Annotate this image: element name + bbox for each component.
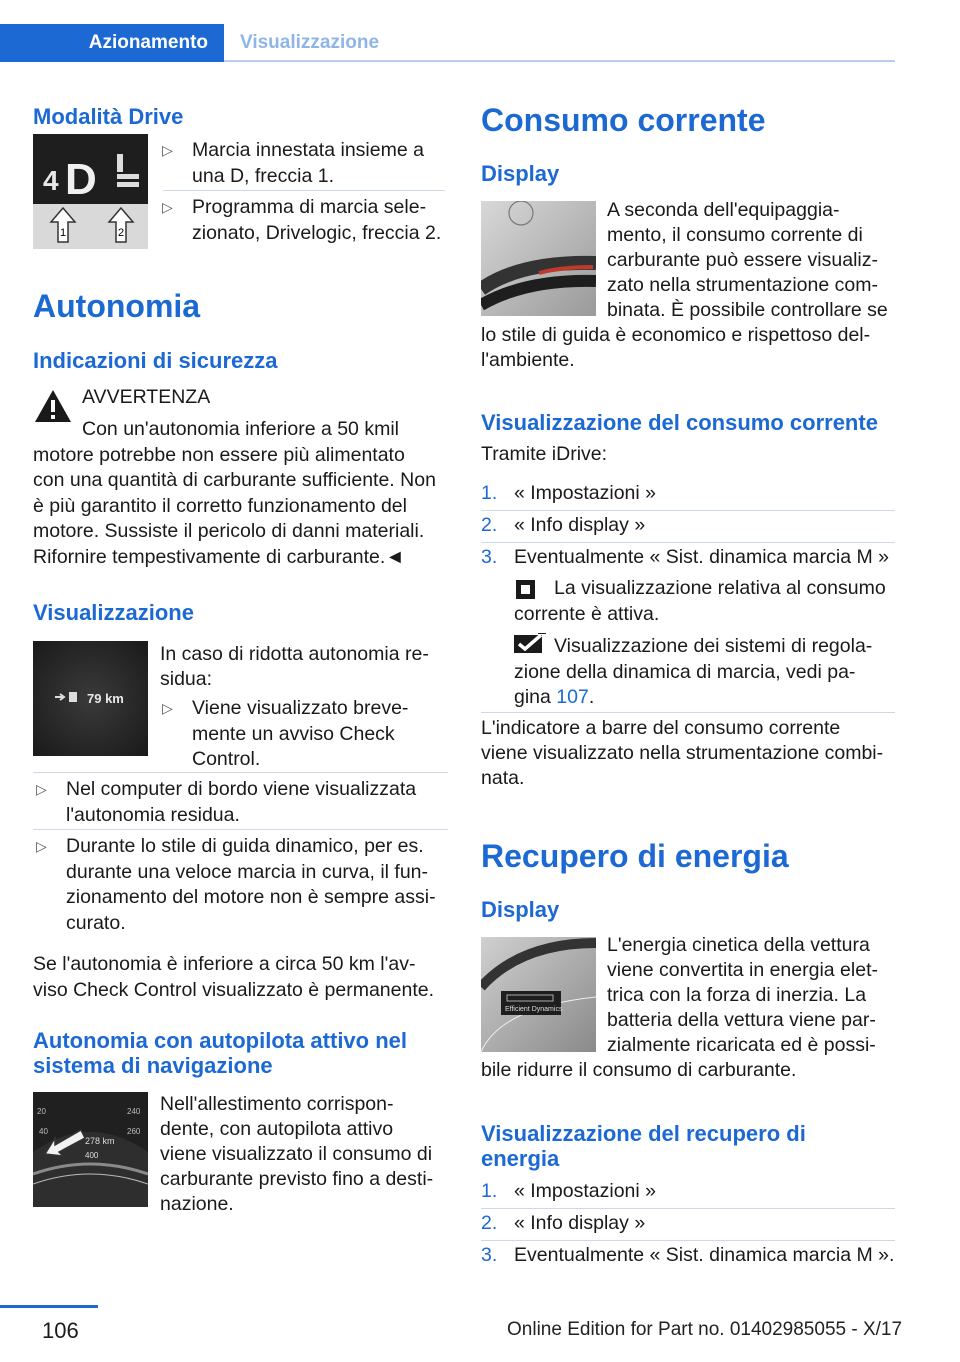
bullet-marker: ▷ [36, 838, 47, 854]
sub2-line-1: Visualizzazione dei sistemi di regola- [554, 635, 873, 657]
warning-icon [33, 388, 73, 424]
warning-line-1: Con un'autonomia inferiore a 50 kmil [82, 418, 399, 440]
autonomia-title: Autonomia [33, 288, 201, 324]
bar-text-3: nata. [481, 767, 525, 789]
warning-line-4: è più garantito il corretto funzionamento del [33, 495, 407, 517]
warning-label: AVVERTENZA [82, 386, 211, 408]
nav-text-1: Nell'allestimento corrispon- [160, 1093, 394, 1115]
dial-label-40: 40 [39, 1127, 48, 1136]
range-display-image [33, 641, 148, 756]
header-tabs [0, 24, 895, 62]
vis-end-1: Se l'autonomia è inferiore a circa 50 km l'av- [33, 953, 416, 975]
sub2-line-2: zione della dinamica di marcia, vedi pa- [514, 661, 856, 683]
arrow-label-2: 2 [118, 227, 125, 239]
recupero-text-2: viene convertita in energia elet- [607, 959, 878, 981]
edition-text: Online Edition for Part no. 01402985055 - X/17 [507, 1319, 903, 1340]
consumo-title: Consumo corrente [481, 102, 766, 138]
consumo-display-text-6: lo stile di guida è economico e rispettoso del- [481, 324, 871, 346]
vis-bullet-2: ▷ Nel computer di bordo viene visualizzata l'autonomia residua. [36, 778, 417, 826]
step-divider [481, 510, 895, 511]
drive-bullet-2: ▷ Programma di marcia sele- zionato, Drivelogic, freccia 2. [162, 196, 442, 244]
recupero-text-5: zialmente ricaricata ed è possi- [607, 1034, 876, 1056]
consumo-display-text-3: carburante può essere visualiz- [607, 249, 878, 271]
bar-text-2: viene visualizzato nella strumentazione combi- [481, 742, 884, 764]
consumo-display-title: Display [481, 161, 560, 186]
idrive-label: Tramite iDrive: [481, 443, 608, 465]
vis-bullet-1: ▷ Viene visualizzato breve- mente un avviso Check Control. [162, 697, 409, 770]
tab-underline [224, 60, 895, 62]
recupero-text-3: trica con la forza di inerzia. La [607, 984, 867, 1006]
consumo-step-3: 3. Eventualmente « Sist. dinamica marcia M » [481, 546, 889, 568]
vis-end-2: viso Check Control visualizzato è permanente. [33, 979, 435, 1001]
bullet-marker: ▷ [162, 700, 173, 716]
step-divider [481, 1208, 895, 1209]
step-divider [481, 542, 895, 543]
bullet-divider [33, 829, 448, 830]
drive-bullet-1: ▷ Marcia innestata insieme a una D, freccia 1. [162, 139, 424, 187]
gear-letter: D [65, 155, 97, 204]
drive-display-svg [33, 134, 148, 249]
consumo-display-text-7: l'ambiente. [481, 349, 575, 371]
recupero-gauge-svg [481, 937, 596, 1052]
bullet-marker: ▷ [162, 199, 173, 215]
warning-line-3: con una quantità di carburante sufficiente. Non [33, 469, 436, 491]
checkmark-icon [514, 633, 547, 655]
sub1-line-1: La visualizzazione relativa al consumo [554, 577, 886, 599]
consumo-step-1: 1. « Impostazioni » [481, 482, 656, 504]
consumo-display-text-1: A seconda dell'equipaggia- [607, 199, 840, 221]
vis-intro-2: sidua: [160, 668, 213, 690]
tab-visualizzazione[interactable]: Visualizzazione [240, 32, 380, 53]
vis-intro-1: In caso di ridotta autonomia re- [160, 643, 429, 665]
bullet-marker: ▷ [162, 142, 173, 158]
recupero-display-title: Display [481, 897, 560, 922]
warning-line-5: motore. Sussiste il pericolo di danni materiali. [33, 520, 425, 542]
page-number: 106 [42, 1318, 79, 1343]
warning-line-2: motore potrebbe non essere più alimentato [33, 444, 405, 466]
tab-azionamento[interactable]: Azionamento [0, 24, 224, 62]
recupero-step-3: 3. Eventualmente « Sist. dinamica marcia M ». [481, 1244, 895, 1266]
recupero-vis-title-1: Visualizzazione del recupero di [481, 1121, 806, 1146]
safety-title: Indicazioni di sicurezza [33, 348, 278, 373]
sub1-line-2: corrente è attiva. [514, 603, 660, 625]
recupero-gauge-image [481, 937, 596, 1052]
nav-dial-image [33, 1092, 148, 1207]
arrow-label-1: 1 [60, 227, 67, 239]
dial-label-20: 20 [37, 1107, 46, 1116]
recupero-text-1: L'energia cinetica della vettura [607, 934, 870, 956]
consumo-display-text-5: binata. È possibile controllare se [607, 299, 888, 321]
bar-text-1: L'indicatore a barre del consumo corrente [481, 717, 841, 739]
consumo-gauge-svg [481, 201, 596, 316]
consumo-display-text-4: zato nella strumentazione com- [607, 274, 878, 296]
consumo-step-2: 2. « Info display » [481, 514, 646, 536]
consumo-gauge-image [481, 201, 596, 316]
bullet-divider [33, 772, 448, 773]
gear-number: 4 [43, 165, 59, 196]
dial-label-260: 260 [127, 1127, 141, 1136]
drive-display-image [33, 134, 148, 249]
recupero-text-4: batteria della vettura viene par- [607, 1009, 876, 1031]
sub2-line-3: gina 107. [514, 686, 595, 708]
vis-bullet-3: ▷ Durante lo stile di guida dinamico, per es. durante una veloce marcia in curva, il fun- zionamento del motore non è sempre assi- curato. [36, 835, 436, 934]
efficient-dynamics-label: Efficient Dynamics [505, 1006, 563, 1013]
page-link-107[interactable]: 107 [556, 686, 589, 708]
recupero-text-6: bile ridurre il consumo di carburante. [481, 1059, 797, 1081]
nav-title-1: Autonomia con autopilota attivo nel [33, 1028, 407, 1053]
step-divider [481, 1240, 895, 1241]
nav-title-2: sistema di navigazione [33, 1053, 273, 1078]
bullet-marker: ▷ [36, 781, 47, 797]
recupero-step-1: 1. « Impostazioni » [481, 1180, 656, 1202]
nav-text-5: nazione. [160, 1193, 234, 1215]
drive-mode-title: Modalità Drive [33, 104, 184, 129]
dial-range-value: 278 km [85, 1136, 115, 1146]
recupero-step-2: 2. « Info display » [481, 1212, 646, 1234]
dial-label-240: 240 [127, 1107, 141, 1116]
consumo-vis-title: Visualizzazione del consumo corrente [481, 410, 878, 435]
recupero-title: Recupero di energia [481, 838, 789, 874]
range-display-svg [33, 641, 148, 756]
dial-distance-value: 400 [85, 1151, 99, 1160]
consumo-display-text-2: mento, il consumo corrente di [607, 224, 863, 246]
recupero-vis-title-2: energia [481, 1146, 560, 1171]
nav-text-4: carburante previsto fino a desti- [160, 1168, 434, 1190]
nav-text-2: dente, con autopilota attivo [160, 1118, 394, 1140]
range-value: 79 km [87, 691, 124, 706]
warning-line-6: Rifornire tempestivamente di carburante.◄ [33, 546, 405, 568]
visualizzazione-title: Visualizzazione [33, 600, 194, 625]
footer-rule [0, 1305, 98, 1308]
nav-text-3: viene visualizzato il consumo di [160, 1143, 433, 1165]
checkbox-icon [516, 580, 535, 599]
bullet-divider [163, 190, 445, 191]
section-divider [481, 712, 895, 713]
nav-dial-svg [33, 1092, 148, 1207]
